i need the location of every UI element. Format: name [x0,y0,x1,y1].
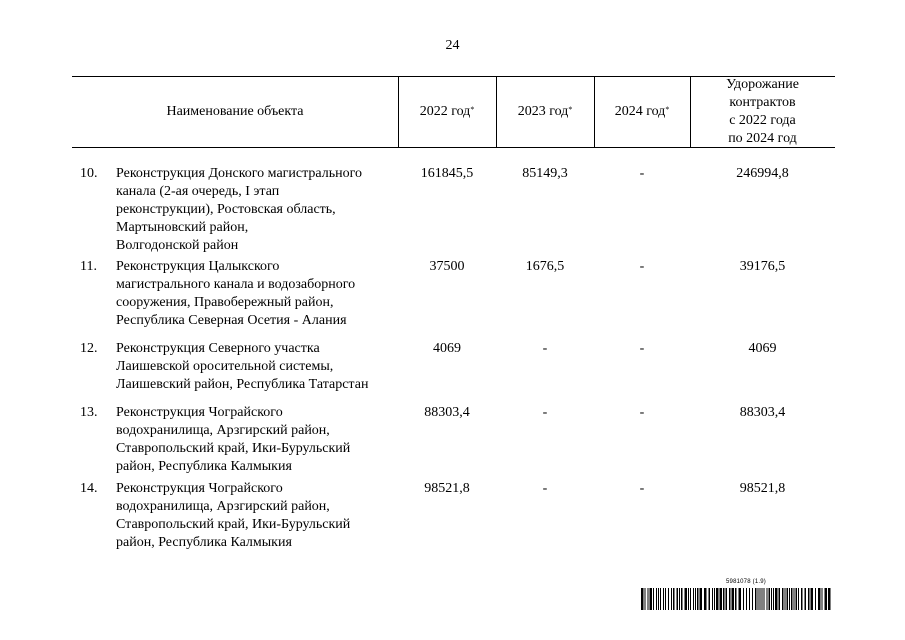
barcode-bar [663,588,664,610]
value-2023: 85149,3 [522,166,568,181]
header-2022-label: 2022 год [419,103,471,119]
row-number: 14. [80,481,98,496]
barcode-bar [762,588,763,610]
barcode-bar [668,588,669,610]
barcode-bar [648,588,649,610]
barcode-bar [749,588,750,610]
barcode-bar [805,588,807,610]
barcode-bar [769,588,771,610]
value-2024: - [639,341,645,356]
barcode-bar [650,588,653,610]
barcode-bar [653,588,654,610]
barcode-bar [712,588,713,610]
barcode-bar [690,588,691,610]
name-line: Реконструкция Чограйского [116,405,283,420]
name-line: реконструкции), Ростовская область, [116,202,336,217]
barcode-bar [685,588,688,610]
barcode-bar [822,588,823,610]
name-line: Ставропольский край, Ики-Бурульский [116,517,351,532]
name-line: Мартыновский район, [116,220,249,235]
barcode-bar [688,588,689,610]
name-line: магистрального канала и водозаборного [116,277,356,292]
footnote-mark: * [665,104,670,114]
barcode-icon [641,588,831,610]
row-number: 10. [80,166,98,181]
value-2024: - [639,405,645,420]
row-object-name [116,258,401,330]
value-2023: - [542,341,548,356]
barcode-bar [791,588,793,610]
footnote-mark: * [568,104,573,114]
value-2022: 88303,4 [424,405,470,420]
header-total-line: контрактов [729,94,796,110]
barcode-bar [695,588,696,610]
value-2022: 161845,5 [420,166,474,181]
page-number: 24 [445,38,460,53]
row-object-name [116,340,401,394]
value-2022: 98521,8 [424,481,470,496]
value-2022: 4069 [433,341,461,356]
row-object-name [116,404,401,476]
barcode-bar [658,588,659,610]
barcode-bar [746,588,747,610]
header-2024 [594,76,690,147]
name-line: водохранилища, Арзгирский район, [116,499,330,514]
header-2023 [496,76,594,147]
name-line: район, Республика Калмыкия [116,535,292,550]
barcode-bar [656,588,657,610]
row-number: 13. [80,405,98,420]
header-total-line: с 2022 года [729,112,796,128]
barcode-bar [732,588,735,610]
name-line: Реконструкция Северного участка [116,341,320,356]
header-total-line: Удорожание [726,76,799,92]
value-2023: - [542,481,548,496]
barcode-bar [767,588,768,610]
footnote-mark: * [470,104,475,114]
barcode-bar [825,588,828,610]
barcode-bar [697,588,699,610]
value-2024: - [639,166,645,181]
value-2022: 37500 [429,259,465,274]
barcode-bar [771,588,772,610]
barcode-bar [779,588,781,610]
name-line: Лаишевской оросительной системы, [116,359,334,374]
barcode-bar [764,588,765,610]
barcode-bar [665,588,666,610]
barcode-bar [811,588,814,610]
barcode-bar [789,588,790,610]
barcode-bar [798,588,799,610]
barcode-bar [755,588,757,610]
value-2024: - [639,481,645,496]
barcode-bar [720,588,723,610]
barcode-bar [775,588,778,610]
name-line: водохранилища, Арзгирский район, [116,423,330,438]
barcode-bar [729,588,731,610]
table-header-bottom-rule [72,147,835,148]
name-line: сооружения, Правобережный район, [116,295,334,310]
barcode-bar [815,588,816,610]
name-line: канала (2-ая очередь, I этап [116,184,280,199]
name-line: Реконструкция Чограйского [116,481,283,496]
header-total-line: по 2024 год [728,130,797,146]
value-total: 39176,5 [739,259,786,274]
barcode-bar [645,588,646,610]
barcode-bar [752,588,753,610]
barcode-bar [673,588,675,610]
row-number: 11. [80,259,97,274]
header-2023-label: 2023 год [517,103,569,119]
barcode-bar [671,588,672,610]
barcode-bar [709,588,711,610]
row-object-name [116,480,401,552]
value-2023: - [542,405,548,420]
barcode-bar [679,588,680,610]
barcode-bar [785,588,786,610]
barcode-bar [801,588,803,610]
barcode-bar [758,588,759,610]
barcode-bar [704,588,707,610]
header-name [72,76,398,147]
value-total: 98521,8 [739,481,786,496]
barcode-bar [773,588,774,610]
barcode-bar [818,588,821,610]
barcode-bar [723,588,725,610]
value-2023: 1676,5 [525,259,565,274]
barcode-bar [760,588,761,610]
barcode-bar [714,588,715,610]
barcode-bar [693,588,694,610]
barcode-bar [794,588,795,610]
name-line: Реконструкция Донского магистрального [116,166,362,181]
barcode-bar [787,588,789,610]
barcode-caption: 5981078 (1.9) [726,579,766,585]
barcode-bar [808,588,810,610]
value-2024: - [639,259,645,274]
barcode-bar [716,588,719,610]
name-line: район, Республика Калмыкия [116,459,292,474]
name-line: Реконструкция Цалыкского [116,259,280,274]
name-line: Республика Северная Осетия - Алания [116,313,347,328]
header-2024-label: 2024 год [614,103,666,119]
barcode-bar [641,588,644,610]
value-total: 246994,8 [736,166,789,181]
header-name-label: Наименование объекта [166,103,304,119]
row-number: 12. [80,341,98,356]
name-line: Волгодонской район [116,238,239,253]
header-total [690,76,835,147]
barcode-bar [743,588,744,610]
barcode-bar [782,588,784,610]
barcode-bar [796,588,798,610]
name-line: Ставропольский край, Ики-Бурульский [116,441,351,456]
barcode-bar [660,588,661,610]
barcode-bar [735,588,737,610]
row-object-name [116,165,401,255]
value-total: 4069 [748,341,777,356]
header-2022 [398,76,496,147]
barcode-bar [726,588,728,610]
barcode-bar [677,588,679,610]
value-total: 88303,4 [739,405,786,420]
barcode-bar [828,588,831,610]
barcode-bar [700,588,703,610]
barcode-bar [739,588,742,610]
name-line: Лаишевский район, Республика Татарстан [116,377,369,392]
barcode-bar [681,588,683,610]
